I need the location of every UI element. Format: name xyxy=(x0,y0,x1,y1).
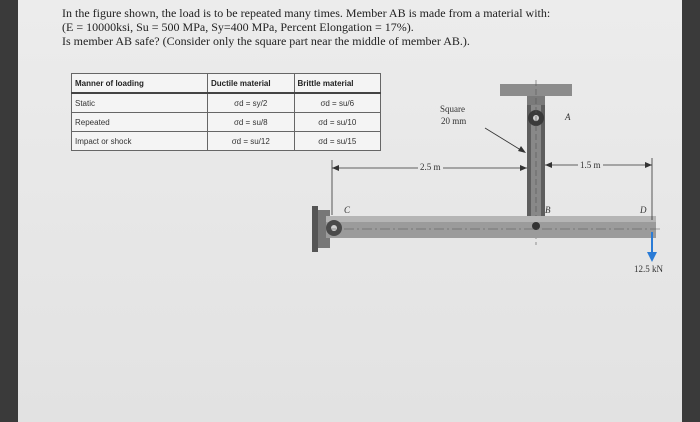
leader-arrow xyxy=(518,146,526,153)
table-cell: Impact or shock xyxy=(72,132,208,151)
label-b: B xyxy=(545,205,551,215)
table-header-cell: Ductile material xyxy=(208,74,294,94)
dimension-left: 2.5 m xyxy=(420,162,441,172)
square-leader xyxy=(485,128,524,152)
dim-arrow xyxy=(520,165,527,171)
table-header-cell: Manner of loading xyxy=(72,74,208,94)
table-cell: Repeated xyxy=(72,113,208,132)
table-header-cell: Brittle material xyxy=(294,74,381,94)
table-cell: σd = su/10 xyxy=(294,113,381,132)
square-label: Square xyxy=(440,104,465,114)
problem-line-2: (E = 10000ksi, Su = 500 MPa, Sy=400 MPa, Percent Elongation = 17%). xyxy=(62,20,414,34)
load-arrow-head xyxy=(647,252,657,262)
table-cell: σd = sy/2 xyxy=(208,93,294,113)
dim-arrow xyxy=(332,165,339,171)
table-cell: σd = su/8 xyxy=(208,113,294,132)
problem-line-3: Is member AB safe? (Consider only the square part near the middle of member AB.). xyxy=(62,34,470,48)
wall-plate xyxy=(312,206,318,252)
square-size-label: 20 mm xyxy=(441,116,467,126)
dim-arrow xyxy=(645,162,652,168)
dim-arrow xyxy=(545,162,552,168)
load-label: 12.5 kN xyxy=(634,264,663,274)
table-cell: σd = su/12 xyxy=(208,132,294,151)
dimension-right: 1.5 m xyxy=(580,160,601,170)
table-cell: σd = su/15 xyxy=(294,132,381,151)
label-d: D xyxy=(640,205,647,215)
table-cell: σd = su/6 xyxy=(294,93,381,113)
beam-top-face xyxy=(326,216,656,222)
label-a: A xyxy=(565,112,571,122)
pin-c-center xyxy=(331,225,337,231)
problem-line-1: In the figure shown, the load is to be repeated many times. Member AB is made from a material with: xyxy=(62,6,551,20)
table-cell: Static xyxy=(72,93,208,113)
label-c: C xyxy=(344,205,351,215)
